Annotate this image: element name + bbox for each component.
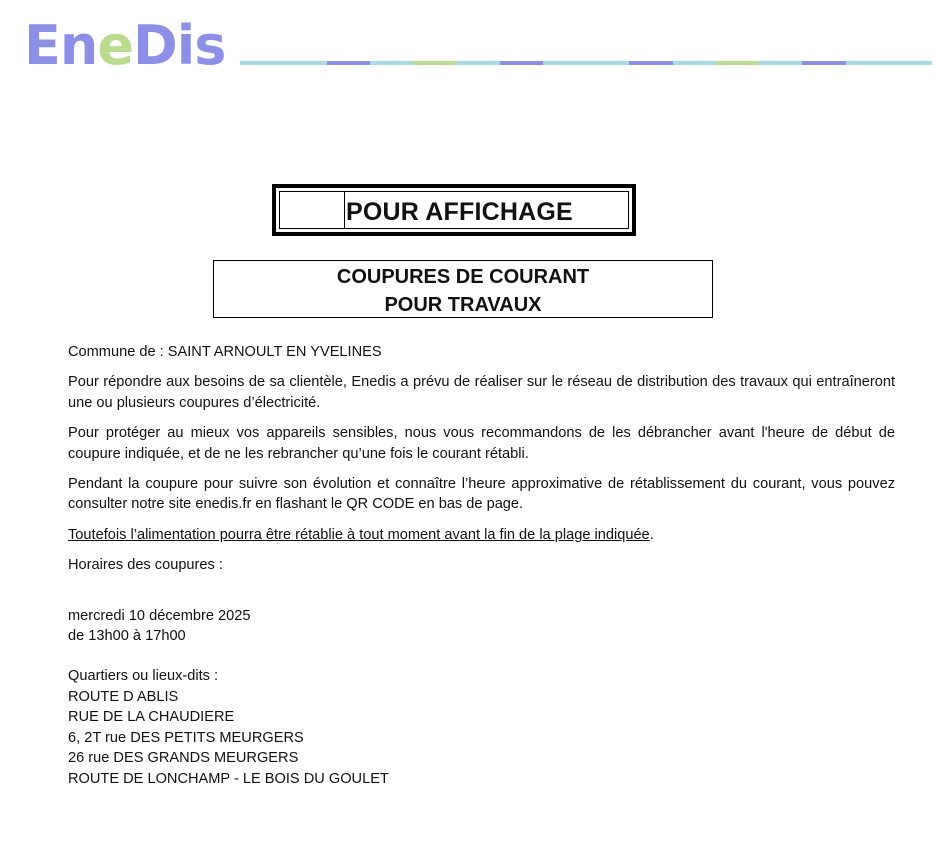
schedule-block [68,606,895,647]
pour-affichage-box [272,184,636,236]
header-line-segment [716,61,759,65]
header-line-segment [889,61,932,65]
header-line-segment [846,61,889,65]
pour-affichage-separator [344,192,345,228]
header-line-segment [413,61,456,65]
street-item: 6, 2T rue DES PETITS MEURGERS [68,729,304,746]
header-line-segment [673,61,716,65]
pour-affichage-inner-frame [279,191,629,229]
header-line-segment [759,61,802,65]
header-line-segment [240,61,283,65]
header-line-segment [456,61,499,65]
paragraph-suivi: Pendant la coupure pour suivre son évolution et connaître l’heure approximative de rétablissement du courant, vous pouvez consulter notre site enedis.fr en flashant le QR CODE en bas de page. [68,476,895,513]
quartiers-block [68,666,895,788]
street-item: ROUTE DE LONCHAMP - LE BOIS DU GOULET [68,770,389,787]
notice-body [68,342,895,789]
quartiers-label: Quartiers ou lieux-dits : [68,668,219,685]
header-line-segment [327,61,370,65]
title-line-2: POUR TRAVAUX [384,294,542,316]
notice-underlined-text: Toutefois l’alimentation pourra être rétablie à tout moment avant la fin de la plage indiquée [68,526,650,543]
title-line-1: COUPURES DE COURANT [336,266,590,288]
logo-part-3: Dis [132,14,226,77]
paragraph-travaux: Pour répondre aux besoins de sa clientèle, Enedis a prévu de réaliser sur le réseau de distribution des travaux qui entraîneront une ou plusieurs coupures d’électricité. [68,374,895,411]
street-item: 26 rue DES GRANDS MEURGERS [68,750,299,767]
horaires-label: Horaires des coupures : [68,557,223,574]
logo-part-2: e [97,14,133,77]
enedis-logo [24,14,226,77]
title-box [213,260,713,318]
header-line-segment [586,61,629,65]
header-line-segment [629,61,672,65]
header-line-segment [802,61,845,65]
notice-retablissement [68,525,895,545]
schedule-date: mercredi 10 décembre 2025 [68,607,251,624]
header-decorative-line [240,61,932,65]
street-item: RUE DE LA CHAUDIERE [68,709,235,726]
header-line-segment [500,61,543,65]
pour-affichage-label: POUR AFFICHAGE [346,198,573,226]
commune-line: Commune de : SAINT ARNOULT EN YVELINES [68,344,382,360]
schedule-time: de 13h00 à 17h00 [68,628,186,645]
header-line-segment [370,61,413,65]
header-line-segment [543,61,586,65]
street-item: ROUTE D ABLIS [68,688,179,705]
paragraph-appareils: Pour protéger au mieux vos appareils sensibles, nous vous recommandons de les débrancher avant l'heure de début de coupure indiquée, et de ne les rebrancher qu’une fois le courant rétabli. [68,425,895,462]
logo-part-1: En [24,14,98,77]
header-line-segment [283,61,326,65]
notice-period: . [649,526,654,543]
